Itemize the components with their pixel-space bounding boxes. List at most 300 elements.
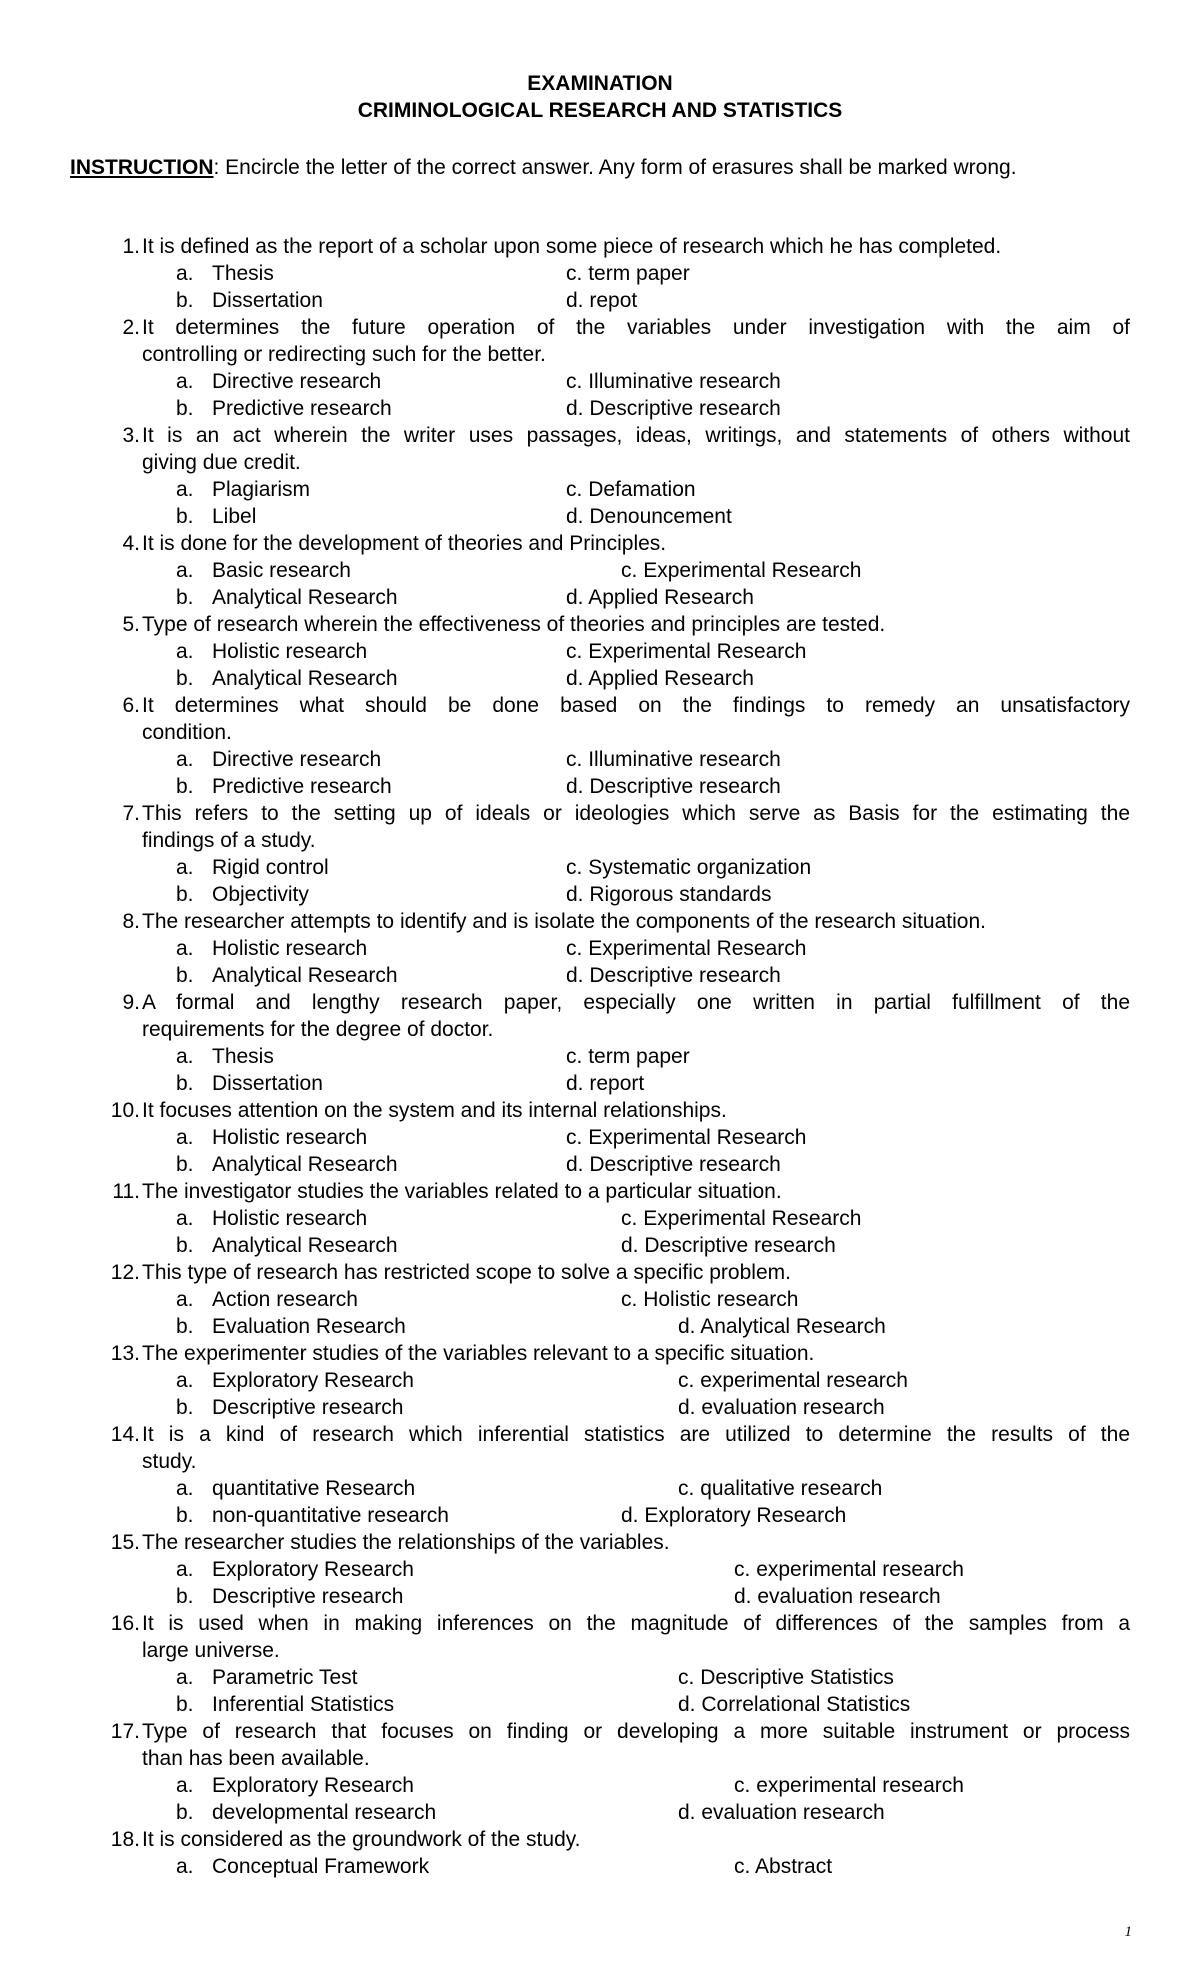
answer-option[interactable] [566,503,732,530]
instruction-label: INSTRUCTION [70,156,214,179]
question-item [0,530,1200,611]
option-letter: d. [566,1072,584,1095]
answer-option[interactable] [678,1691,910,1718]
option-letter: a. [176,478,194,501]
option-letter: a. [176,1288,194,1311]
option-letter: b. [176,964,194,987]
option-letter: a. [176,1666,194,1689]
option-text: Directive research [212,370,382,393]
option-text: Descriptive Statistics [700,1666,894,1689]
option-letter: d. [566,775,584,798]
option-text: Descriptive research [589,397,781,420]
option-text: Abstract [755,1855,833,1878]
question-text: It is used when in making inferences on the magnitude of differences of the samples from a [142,1612,1130,1635]
option-letter: c. [678,1369,695,1392]
option-letter: b. [176,667,194,690]
option-text: Descriptive research [589,775,781,798]
answer-option[interactable] [176,962,398,989]
option-text: Holistic research [643,1288,799,1311]
option-row [0,1070,1200,1097]
question-text: This refers to the setting up of ideals or ideologies which serve as Basis for the estimating the [142,802,1130,825]
exam-title: EXAMINATION [527,72,673,95]
answer-option[interactable] [678,1475,882,1502]
question-item [0,1718,1200,1826]
answer-option[interactable] [176,1799,436,1826]
question-number: 3. [122,424,140,447]
option-letter: b. [176,1693,194,1716]
question-text: condition. [142,721,232,744]
option-text: Dissertation [212,289,323,312]
option-text: Descriptive research [212,1585,404,1608]
option-letter: b. [176,397,194,420]
option-text: Exploratory Research [212,1558,414,1581]
answer-option[interactable] [176,584,398,611]
question-line [0,692,1200,719]
answer-option[interactable] [566,584,754,611]
option-letter: a. [176,1045,194,1068]
option-text: Descriptive research [589,1153,781,1176]
option-letter: a. [176,1477,194,1500]
answer-option[interactable] [621,1286,798,1313]
question-number: 10. [110,1099,140,1122]
answer-option[interactable] [176,1367,414,1394]
question-number: 14. [110,1423,140,1446]
answer-option[interactable] [734,1556,964,1583]
question-text: It is defined as the report of a scholar upon some piece of research which he has completed. [142,235,1002,258]
option-row [0,260,1200,287]
answer-option[interactable] [678,1664,894,1691]
option-row [0,1313,1200,1340]
option-letter: a. [176,559,194,582]
option-text: Systematic organization [588,856,812,879]
option-letter: c. [678,1666,695,1689]
option-letter: b. [176,586,194,609]
page-number: 1 [1124,1924,1132,1940]
answer-option[interactable] [734,1853,832,1880]
option-text: Directive research [212,748,382,771]
option-row [0,1394,1200,1421]
option-row [0,584,1200,611]
option-text: Applied Research [588,667,754,690]
option-text: Predictive research [212,775,392,798]
question-item [0,800,1200,908]
question-item [0,1610,1200,1718]
option-text: Dissertation [212,1072,323,1095]
question-line [0,1097,1200,1124]
answer-option[interactable] [176,1664,358,1691]
question-item [0,1421,1200,1529]
answer-option[interactable] [176,854,329,881]
question-line [0,233,1200,260]
option-text: Correlational Statistics [701,1693,911,1716]
answer-option[interactable] [176,476,310,503]
question-line [0,719,1200,746]
option-letter: d. [621,1504,639,1527]
option-letter: c. [566,262,583,285]
question-number: 6. [122,694,140,717]
question-number: 9. [122,991,140,1014]
option-row [0,287,1200,314]
option-letter: b. [176,505,194,528]
option-letter: a. [176,1126,194,1149]
answer-option[interactable] [678,1367,908,1394]
question-line [0,1421,1200,1448]
option-text: Exploratory Research [212,1774,414,1797]
answer-option[interactable] [566,881,771,908]
answer-option[interactable] [176,1232,398,1259]
answer-option[interactable] [566,665,754,692]
question-item [0,1826,1200,1880]
option-row [0,1043,1200,1070]
question-item [0,233,1200,314]
option-text: evaluation research [701,1801,885,1824]
instruction-text: : Encircle the letter of the correct answer. Any form of erasures shall be marked wrong. [213,156,1017,179]
option-text: Descriptive research [644,1234,836,1257]
question-item [0,1529,1200,1610]
option-letter: c. [734,1558,751,1581]
question-line [0,530,1200,557]
option-letter: d. [566,586,584,609]
answer-option[interactable] [176,1853,429,1880]
question-number: 4. [122,532,140,555]
option-text: Descriptive research [212,1396,404,1419]
option-text: developmental research [212,1801,437,1824]
option-text: Analytical Research [212,1153,398,1176]
option-text: Exploratory Research [644,1504,847,1527]
answer-option[interactable] [176,935,367,962]
option-text: Experimental Research [588,640,807,663]
question-line [0,1178,1200,1205]
question-line [0,827,1200,854]
question-number: 11. [112,1180,140,1203]
option-letter: d. [566,505,584,528]
option-text: experimental research [756,1558,964,1581]
option-letter: a. [176,1207,194,1230]
question-line [0,1448,1200,1475]
option-letter: c. [566,478,583,501]
question-text: It focuses attention on the system and its internal relationships. [142,1099,727,1122]
option-letter: b. [176,1315,194,1338]
option-text: Libel [212,505,257,528]
option-text: Analytical Research [700,1315,886,1338]
question-number: 12. [110,1261,140,1284]
option-text: non-quantitative research [212,1504,449,1527]
option-letter: d. [678,1801,696,1824]
option-text: Analytical Research [212,586,398,609]
answer-option[interactable] [176,881,309,908]
question-text: findings of a study. [142,829,316,852]
option-letter: a. [176,1558,194,1581]
option-letter: c. [734,1855,751,1878]
answer-option[interactable] [621,1232,836,1259]
option-letter: d. [621,1234,639,1257]
question-line [0,989,1200,1016]
option-letter: d. [566,964,584,987]
question-item [0,908,1200,989]
option-text: Action research [212,1288,358,1311]
option-text: repot [589,289,638,312]
question-line [0,449,1200,476]
option-letter: c. [566,748,583,771]
answer-option[interactable] [678,1394,885,1421]
option-row [0,1556,1200,1583]
question-item [0,611,1200,692]
answer-option[interactable] [566,1151,781,1178]
option-row [0,1502,1200,1529]
answer-option[interactable] [176,1070,323,1097]
answer-option[interactable] [176,1394,403,1421]
question-number: 7. [122,802,140,825]
option-row [0,1772,1200,1799]
question-text: The researcher studies the relationships of the variables. [142,1531,670,1554]
answer-option[interactable] [566,773,781,800]
option-text: experimental research [756,1774,964,1797]
option-letter: a. [176,856,194,879]
answer-option[interactable] [734,1583,941,1610]
question-line [0,314,1200,341]
option-text: Analytical Research [212,1234,398,1257]
answer-option[interactable] [176,1313,406,1340]
answer-option[interactable] [176,1691,394,1718]
option-letter: b. [176,883,194,906]
option-text: Parametric Test [212,1666,358,1689]
option-text: Holistic research [212,1207,368,1230]
question-text: study. [142,1450,197,1473]
option-row [0,1124,1200,1151]
question-item [0,1340,1200,1421]
option-letter: b. [176,1585,194,1608]
option-letter: c. [678,1477,695,1500]
answer-option[interactable] [566,962,781,989]
question-item [0,989,1200,1097]
question-text: giving due credit. [142,451,301,474]
question-item [0,1097,1200,1178]
question-text: It is an act wherein the writer uses passages, ideas, writings, and statements of others without [142,424,1130,447]
answer-option[interactable] [566,854,811,881]
question-item [0,314,1200,422]
question-text: It determines what should be done based on the findings to remedy an unsatisfactory [142,694,1130,717]
answer-option[interactable] [621,1205,861,1232]
option-text: Rigid control [212,856,329,879]
option-letter: d. [566,883,584,906]
answer-option[interactable] [566,287,637,314]
option-text: Experimental Research [643,1207,862,1230]
option-text: evaluation research [701,1396,885,1419]
option-letter: a. [176,640,194,663]
question-text: than has been available. [142,1747,370,1770]
option-row [0,638,1200,665]
answer-option[interactable] [176,260,274,287]
answer-option[interactable] [176,287,323,314]
answer-option[interactable] [566,476,696,503]
option-row [0,1286,1200,1313]
option-text: Experimental Research [588,937,807,960]
answer-option[interactable] [176,1151,398,1178]
answer-option[interactable] [176,746,381,773]
question-text: A formal and lengthy research paper, especially one written in partial fulfillment of the [142,991,1130,1014]
answer-option[interactable] [176,1583,403,1610]
option-text: Inferential Statistics [212,1693,395,1716]
answer-option[interactable] [621,1502,846,1529]
option-letter: b. [176,775,194,798]
option-text: Conceptual Framework [212,1855,430,1878]
option-text: Experimental Research [588,1126,807,1149]
question-item [0,422,1200,530]
question-item [0,692,1200,800]
answer-option[interactable] [566,395,781,422]
option-row [0,1151,1200,1178]
answer-option[interactable] [566,935,806,962]
question-number: 16. [110,1612,140,1635]
option-text: term paper [588,262,690,285]
answer-option[interactable] [176,503,256,530]
option-letter: d. [734,1585,752,1608]
option-letter: c. [621,559,638,582]
answer-option[interactable] [621,557,861,584]
question-number: 8. [122,910,140,933]
option-letter: a. [176,937,194,960]
question-line [0,1745,1200,1772]
option-text: Holistic research [212,1126,368,1149]
option-letter: b. [176,1396,194,1419]
option-letter: b. [176,289,194,312]
option-letter: d. [566,667,584,690]
answer-option[interactable] [176,1475,415,1502]
instruction-block [70,152,1130,184]
option-row [0,962,1200,989]
option-row [0,1799,1200,1826]
option-letter: c. [621,1288,638,1311]
question-text: large universe. [142,1639,280,1662]
question-number: 2. [122,316,140,339]
answer-option[interactable] [176,665,398,692]
option-text: Basic research [212,559,351,582]
option-row [0,665,1200,692]
question-text: The experimenter studies of the variables relevant to a specific situation. [142,1342,815,1365]
answer-option[interactable] [176,1556,414,1583]
option-letter: c. [734,1774,751,1797]
exam-subtitle: CRIMINOLOGICAL RESEARCH AND STATISTICS [357,99,843,122]
answer-option[interactable] [566,368,781,395]
question-line [0,341,1200,368]
question-text: It is done for the development of theories and Principles. [142,532,667,555]
option-text: Plagiarism [212,478,311,501]
question-line [0,422,1200,449]
option-letter: a. [176,748,194,771]
question-number: 5. [122,613,140,636]
option-row [0,1205,1200,1232]
question-item [0,1178,1200,1259]
question-line [0,1340,1200,1367]
option-row [0,1691,1200,1718]
answer-option[interactable] [566,1070,644,1097]
option-letter: a. [176,1774,194,1797]
option-letter: a. [176,370,194,393]
answer-option[interactable] [176,557,351,584]
question-text: controlling or redirecting such for the better. [142,343,546,366]
option-letter: a. [176,1369,194,1392]
option-text: Holistic research [212,937,368,960]
question-text: requirements for the degree of doctor. [142,1018,494,1041]
option-text: Illuminative research [588,370,781,393]
answer-option[interactable] [566,260,690,287]
option-text: Holistic research [212,640,368,663]
option-letter: c. [621,1207,638,1230]
question-line [0,1637,1200,1664]
option-text: Predictive research [212,397,392,420]
option-text: Analytical Research [212,964,398,987]
question-text: The researcher attempts to identify and is isolate the components of the research situation. [142,910,986,933]
question-line [0,1610,1200,1637]
option-letter: d. [566,289,584,312]
answer-option[interactable] [566,746,781,773]
option-letter: d. [566,397,584,420]
answer-option[interactable] [176,1286,358,1313]
question-text: It is a kind of research which inferential statistics are utilized to determine the results of the [142,1423,1130,1446]
option-letter: d. [678,1693,696,1716]
answer-option[interactable] [176,1772,414,1799]
option-row [0,503,1200,530]
option-row [0,1475,1200,1502]
question-number: 18. [110,1828,140,1851]
question-line [0,908,1200,935]
answer-option[interactable] [678,1313,886,1340]
answer-option[interactable] [176,638,367,665]
option-letter: d. [566,1153,584,1176]
option-text: Experimental Research [643,559,862,582]
answer-option[interactable] [176,1043,274,1070]
option-text: Applied Research [588,586,754,609]
option-text: experimental research [700,1369,908,1392]
answer-option[interactable] [566,1043,690,1070]
question-text: Type of research that focuses on finding or developing a more suitable instrument or process [142,1720,1130,1743]
option-letter: d. [678,1315,696,1338]
answer-option[interactable] [176,1124,367,1151]
answer-option[interactable] [176,773,392,800]
option-text: quantitative Research [212,1477,416,1500]
option-text: Exploratory Research [212,1369,414,1392]
option-letter: b. [176,1072,194,1095]
option-row [0,395,1200,422]
answer-option[interactable] [176,395,392,422]
answer-option[interactable] [734,1772,964,1799]
answer-option[interactable] [566,1124,806,1151]
answer-option[interactable] [176,368,381,395]
answer-option[interactable] [176,1502,449,1529]
option-letter: c. [566,856,583,879]
option-row [0,935,1200,962]
option-text: term paper [588,1045,690,1068]
option-text: evaluation research [757,1585,941,1608]
question-text: The investigator studies the variables related to a particular situation. [142,1180,782,1203]
option-row [0,557,1200,584]
answer-option[interactable] [678,1799,885,1826]
question-list [0,233,1200,1880]
answer-option[interactable] [176,1205,367,1232]
question-text: It is considered as the groundwork of the study. [142,1828,581,1851]
option-row [0,1367,1200,1394]
question-text: Type of research wherein the effectiveness of theories and principles are tested. [142,613,886,636]
question-line [0,611,1200,638]
question-line [0,1718,1200,1745]
question-line [0,1826,1200,1853]
question-line [0,800,1200,827]
option-letter: c. [566,937,583,960]
option-row [0,1232,1200,1259]
option-text: Analytical Research [212,667,398,690]
option-row [0,1583,1200,1610]
answer-option[interactable] [566,638,806,665]
